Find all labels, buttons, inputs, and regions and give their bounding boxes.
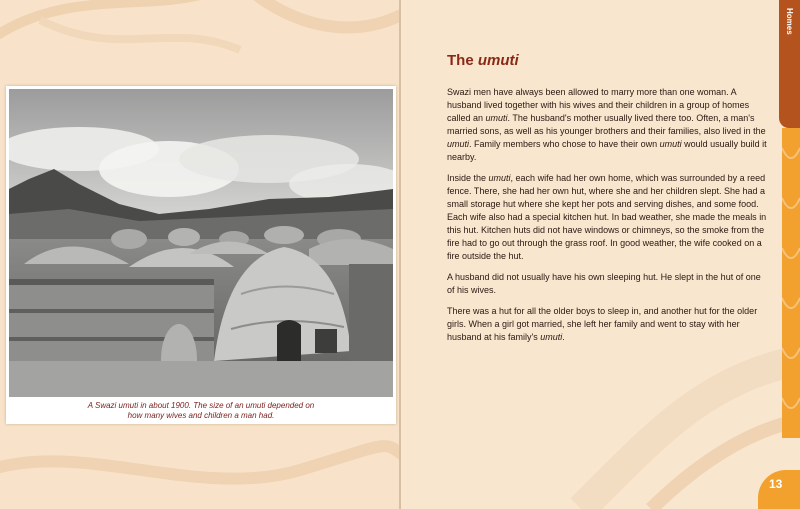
deco-swirl xyxy=(250,0,400,27)
text-run-italic: umuti xyxy=(485,113,508,123)
text-run-italic: umuti xyxy=(447,139,470,149)
umuti-photo xyxy=(9,89,393,397)
text-run: . The husband's mother usually lived there too. Often, a man's married sons, as well as his younger brothers and their families, also lived in the xyxy=(447,113,766,136)
caption-line-2: how many wives and children a man had. xyxy=(127,411,275,420)
text-run: would usually build it nearby. xyxy=(447,139,767,162)
page-number: 13 xyxy=(769,477,783,491)
text-run: . Family members who chose to have their own xyxy=(469,139,660,149)
text-run-italic: umuti xyxy=(540,332,563,342)
text-run: There was a hut for all the older boys to sleep in, and another hut for the older girls. When a girl got married, she left her family and went to stay with her husband at his family's xyxy=(447,306,758,342)
text-run: A husband did not usually have his own sleeping hut. He slept in the hut of one of his wives. xyxy=(447,272,761,295)
paragraph-4 xyxy=(447,305,767,344)
title-prefix: The xyxy=(447,52,478,69)
body-text xyxy=(447,86,767,352)
section-tab xyxy=(779,0,800,128)
text-run: . xyxy=(562,332,565,342)
deco-swirl xyxy=(0,446,400,479)
text-run-italic: umuti xyxy=(659,139,682,149)
paragraph-3 xyxy=(447,271,767,297)
section-tab-label: Homes xyxy=(785,8,794,35)
orange-edge-band xyxy=(782,128,800,438)
deco-swirl xyxy=(40,20,240,50)
text-run: , each wife had her own home, which was surrounded by a reed fence. There, she had her own hut, where she and her children slept. She had a small storage hut where she kept her pots and serving dishes, and some food. Each wife also had a special kitchen hut. In bad weather, she made the meals in this hut. Kitchen huts did not have windows or chimneys, so the smoke from the fire had to go out through the grass roof. In good weather, the wife cooked on a fire outside the hut. xyxy=(447,173,767,261)
paragraph-2 xyxy=(447,172,767,263)
text-run: Swazi men have always been allowed to marry more than one woman. A husband lived together with his wives and their children in a group of homes called an xyxy=(447,87,750,123)
photo-caption xyxy=(14,401,388,421)
caption-line-1: A Swazi umuti in about 1900. The size of an umuti depended on xyxy=(87,401,315,410)
photo-frame xyxy=(6,86,396,424)
paragraph-1 xyxy=(447,86,767,164)
page-title xyxy=(447,52,519,69)
text-run-italic: umuti xyxy=(488,173,511,183)
title-italic: umuti xyxy=(477,52,519,69)
text-run: Inside the xyxy=(447,173,489,183)
